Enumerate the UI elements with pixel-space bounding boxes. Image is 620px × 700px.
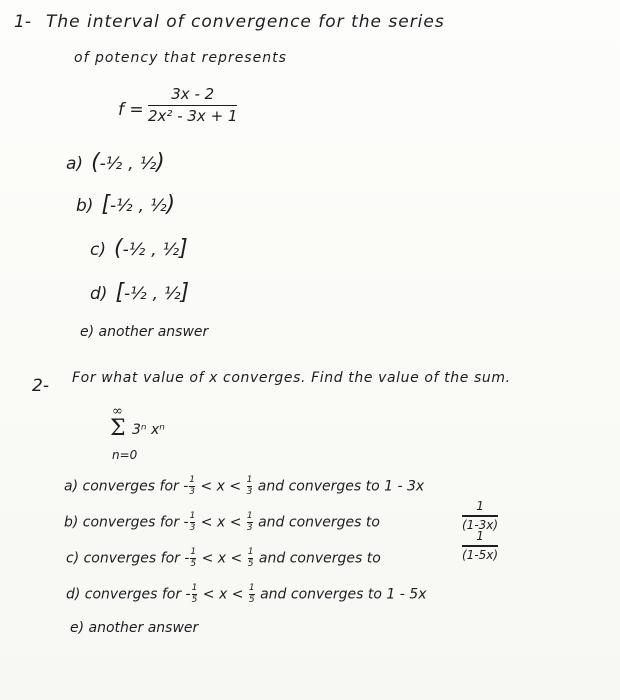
q2-b-result-num: 1 bbox=[476, 499, 484, 513]
q2-c-result-fraction bbox=[462, 530, 498, 562]
q2-d-lower-frac: $\frac{1}{5}$ bbox=[191, 583, 198, 605]
q2-a-prefix: a) converges for bbox=[64, 478, 179, 495]
q2-option-d bbox=[66, 584, 426, 605]
q1-option-e: e) another answer bbox=[80, 324, 209, 340]
q2-d-suffix: and converges to 1 - 5x bbox=[260, 586, 427, 603]
interval-upper: ½ bbox=[150, 196, 167, 216]
bracket-left: ( bbox=[91, 150, 100, 175]
interval-lower: -½ bbox=[110, 196, 133, 216]
q2-d-prefix: d) converges for bbox=[66, 586, 182, 603]
q2-c-result-den: (1-5x) bbox=[462, 547, 499, 562]
bracket-left: [ bbox=[101, 192, 111, 217]
q2-c-neg: - bbox=[184, 550, 190, 567]
q2-b-result-den: (1-3x) bbox=[462, 517, 499, 532]
q1-f-denominator: 2x² - 3x + 1 bbox=[148, 107, 238, 125]
q2-d-neg: - bbox=[185, 586, 191, 603]
interval-upper: ½ bbox=[164, 284, 181, 304]
q1-option-b bbox=[76, 192, 175, 217]
q1-option-label: d) bbox=[90, 284, 108, 304]
q2-a-lower-frac: $\frac{1}{3}$ bbox=[189, 475, 196, 497]
q2-b-mid: < x < bbox=[200, 514, 242, 531]
q2-b-lower-frac: $\frac{1}{3}$ bbox=[189, 511, 196, 533]
q2-b-prefix: b) converges for bbox=[64, 514, 180, 531]
interval-lower: -½ bbox=[124, 284, 147, 304]
interval-separator: , bbox=[152, 284, 159, 304]
fraction-bar bbox=[148, 105, 237, 107]
interval-separator: , bbox=[128, 154, 134, 174]
bracket-right: ) bbox=[156, 150, 165, 175]
q2-b-neg: - bbox=[183, 514, 189, 531]
q1-option-label: b) bbox=[76, 196, 94, 216]
q1-option-c bbox=[90, 236, 188, 261]
interval-upper: ½ bbox=[162, 240, 180, 260]
fraction-bar bbox=[462, 515, 498, 517]
q2-c-suffix: and converges to bbox=[258, 550, 381, 567]
q2-option-b bbox=[64, 512, 380, 533]
bracket-right: ] bbox=[180, 280, 190, 305]
q2-b-result-fraction bbox=[462, 500, 498, 532]
q1-line2: of potency that represents bbox=[74, 50, 287, 66]
q1-option-label: c) bbox=[90, 240, 106, 260]
q1-f-label: f = bbox=[118, 100, 144, 120]
q2-b-upper-frac: $\frac{1}{3}$ bbox=[246, 511, 253, 533]
bracket-left: ( bbox=[113, 236, 123, 261]
q1-line1: The interval of convergence for the series bbox=[46, 12, 445, 32]
interval-upper: ½ bbox=[139, 154, 157, 174]
q1-number: 1- bbox=[14, 12, 31, 32]
q2-c-result-num: 1 bbox=[476, 529, 484, 543]
sum-upper-limit: ∞ bbox=[112, 404, 123, 419]
q1-option-d bbox=[90, 280, 189, 305]
interval-separator: , bbox=[138, 196, 145, 216]
q2-b-suffix: and converges to bbox=[258, 514, 380, 531]
q2-a-mid: < x < bbox=[200, 478, 242, 495]
sum-lower-limit: n=0 bbox=[112, 448, 138, 462]
bracket-right: ) bbox=[166, 192, 176, 217]
q2-option-a bbox=[64, 476, 424, 497]
q2-option-c bbox=[66, 548, 381, 569]
q2-c-upper-frac: $\frac{1}{5}$ bbox=[247, 547, 254, 569]
fraction-bar bbox=[462, 545, 498, 547]
sum-term: 3ⁿ xⁿ bbox=[132, 422, 165, 438]
interval-separator: , bbox=[151, 240, 157, 260]
q2-option-e: e) another answer bbox=[70, 620, 199, 636]
q2-d-mid: < x < bbox=[202, 586, 244, 603]
q2-a-neg: - bbox=[183, 478, 189, 495]
q1-function-fraction bbox=[148, 86, 237, 125]
q1-f-numerator: 3x - 2 bbox=[171, 85, 215, 103]
sigma-icon: Σ bbox=[110, 416, 126, 441]
q2-a-suffix: and converges to 1 - 3x bbox=[257, 478, 425, 495]
interval-lower: -½ bbox=[99, 154, 123, 174]
bracket-right: ] bbox=[179, 236, 188, 261]
bracket-left: [ bbox=[115, 280, 125, 305]
q2-c-mid: < x < bbox=[201, 550, 243, 567]
q2-line1: For what value of x converges. Find the value of the sum. bbox=[72, 370, 511, 386]
q2-a-upper-frac: $\frac{1}{3}$ bbox=[246, 475, 253, 497]
interval-lower: -½ bbox=[122, 240, 146, 260]
q2-c-prefix: c) converges for bbox=[66, 550, 180, 567]
q2-number: 2- bbox=[32, 376, 49, 396]
q2-c-lower-frac: $\frac{1}{5}$ bbox=[190, 547, 197, 569]
q1-option-label: a) bbox=[66, 154, 84, 174]
q2-d-upper-frac: $\frac{1}{5}$ bbox=[248, 583, 255, 605]
q1-option-a bbox=[66, 150, 165, 175]
